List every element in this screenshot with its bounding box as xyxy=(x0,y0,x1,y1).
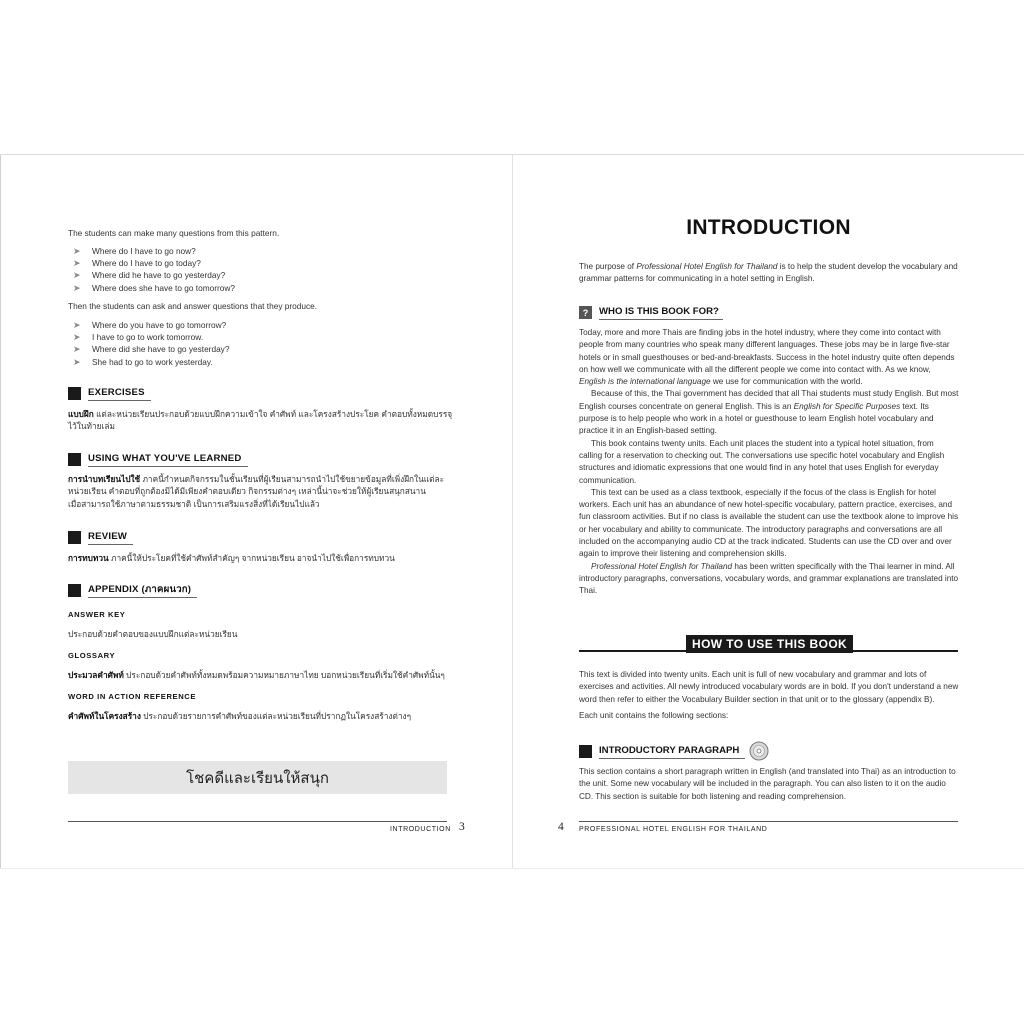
arrow-bullet-icon: ➤ xyxy=(73,320,81,330)
black-square-icon xyxy=(579,745,592,758)
who-paragraph-3: This book contains twenty units. Each unit places the student into a typical hotel situation, from calling for a reservation to checking out. The conversations use specific hotel vocabulary and English structures and idiomatic expressions that one would find in any hotel that uses English for everyday communication. xyxy=(579,438,945,485)
pattern-middle-text: Then the students can ask and answer questions that they produce. xyxy=(68,301,318,311)
page-title: INTRODUCTION xyxy=(686,216,851,239)
list-item: ➤ Where does she have to go tomorrow? xyxy=(73,282,235,293)
right-page xyxy=(513,155,1024,868)
arrow-bullet-icon: ➤ xyxy=(73,282,81,293)
who-paragraph-5: Professional Hotel English for Thailand has been written specifically with the Thai learner in mind. All introductory paragraphs, conversations, vocabulary words, and grammar explanations are translated into Thai. xyxy=(579,561,959,596)
arrow-bullet-icon: ➤ xyxy=(73,270,81,281)
appendix-heading: APPENDIX (ภาคผนวก) xyxy=(68,583,197,598)
word-in-action-text: คำศัพท์ในโครงสร้าง ประกอบด้วยรายการคำศัพท์ของแต่ละหน่วยเรียนที่ปรากฏในโครงสร้างต่างๆ xyxy=(68,711,412,721)
answer-key-text: ประกอบด้วยคำตอบของแบบฝึกแต่ละหน่วยเรียน xyxy=(68,629,238,639)
glossary-text: ประมวลคำศัพท์ ประกอบด้วยคำศัพท์ทั้งหมดพร้อมความหมายภาษาไทย บอกหน่วยเรียนที่เริ่มใช้คำศัพท์นั้นๆ xyxy=(68,670,445,680)
black-square-icon xyxy=(68,584,81,597)
list-item: ➤ Where did he have to go yesterday? xyxy=(73,270,226,281)
answer-key-heading: ANSWER KEY xyxy=(68,610,126,619)
using-text: การนำบทเรียนไปใช้ ภาคนี้กำหนดกิจกรรมในชั้นเรียนที่ผู้เรียนสามารถนำไปใช้ขยายข้อมูลที่เพิ่งฝึกในแต่ละ หน่วยเรียน คำตอบที่ถูกต้องมิได้มีเพียงคำตอบเดียว กิจกรรมต่างๆ เหล่านี้น่าจะช่วยให้ผู้เรียนสนุกสนาน เมื่อสามารถใช้ภาษาตามธรรมชาติ เป็นการเสริมแรงสิ่งที่ได้เรียนไปแล้ว xyxy=(68,474,445,509)
question-mark-icon: ? xyxy=(579,306,592,319)
who-paragraph-1: Today, more and more Thais are finding jobs in the hotel industry, where they come into contact with people from many countries who speak many different languages. These jobs may be in large five-star hotels or in small guesthouses or bed-and-breakfasts. Success in the hotel industry quite often depends on how well we communicate with all the different people we come into contact with. As we know, English is the international language we use for communication with the world. xyxy=(579,328,955,387)
list-item: ➤ Where do I have to go now? xyxy=(73,246,196,256)
arrow-bullet-icon: ➤ xyxy=(73,344,81,355)
list-item: ➤ Where did she have to go yesterday? xyxy=(73,344,230,355)
pattern-intro-text: The students can make many questions from this pattern. xyxy=(68,228,280,238)
audio-cd-icon xyxy=(749,741,769,761)
exercises-heading: EXERCISES xyxy=(68,386,151,401)
book-spread xyxy=(0,155,1024,868)
who-body xyxy=(579,327,959,598)
arrow-bullet-icon: ➤ xyxy=(73,332,81,343)
footer-label: PROFESSIONAL HOTEL ENGLISH FOR THAILAND xyxy=(579,826,768,833)
list-item: ➤ Where do I have to go today? xyxy=(73,258,201,269)
how-paragraph-1: This text is divided into twenty units. Each unit is full of new vocabulary and grammar and lots of exercises and activities. All newly introduced vocabulary words are in bold. If you don't understand a new word then refer to either the Vocabulary Builder section in that unit or to the glossary (appendix B). xyxy=(579,670,959,704)
black-square-icon xyxy=(68,453,81,466)
list-item: ➤ She had to go to work yesterday. xyxy=(73,356,213,367)
who-paragraph-4: This text can be used as a class textbook, especially if the focus of the class is English for hotel workers. Each unit has an abundance of new hotel-specific vocabulary, pattern practice, exercises, and fun classroom activities. But if no class is available the student can use the textbook alone to improve his or her vocabulary and ability to communicate. The introductory paragraphs and conversations are all included on the accompanying audio CD at the track indicated. Students can use the CD over and over again to improve their listening and comprehension skills. xyxy=(579,487,959,559)
arrow-bullet-icon: ➤ xyxy=(73,246,81,256)
review-text: การทบทวน ภาคนี้ให้ประโยคที่ใช้คำศัพท์สำคัญๆ จากหน่วยเรียน อาจนำไปใช้เพื่อการทบทวน xyxy=(68,553,395,563)
who-paragraph-2: Because of this, the Thai government has decided that all Thai students must study English. But most English courses concentrate on general English. This is an English for Specific Purposes text. Its purpose is to help people who work in a hotel or guesthouse to learn English hotel vocabulary and practice it in an English-based setting. xyxy=(579,389,959,436)
question-list-1 xyxy=(68,245,235,294)
page-number: 4 xyxy=(558,821,564,833)
footer-rule xyxy=(68,821,447,822)
black-square-icon xyxy=(68,531,81,544)
introductory-paragraph-text: This section contains a short paragraph written in English (and translated into Thai) as an introduction to the unit. Some new vocabulary will be included in the paragraph. You can also listen to it on the audio CD. This section is suitable for both listening and reading comprehension. xyxy=(579,767,956,801)
black-square-icon xyxy=(68,387,81,400)
arrow-bullet-icon: ➤ xyxy=(73,258,81,269)
question-list-2 xyxy=(68,319,229,368)
list-item: ➤ Where do you have to go tomorrow? xyxy=(73,320,227,330)
how-paragraph-2: Each unit contains the following sections: xyxy=(579,710,729,720)
how-to-use-heading: HOW TO USE THIS BOOK xyxy=(686,635,853,653)
footer-label: INTRODUCTION xyxy=(390,826,451,833)
page-number: 3 xyxy=(459,821,465,833)
who-heading: ? WHO IS THIS BOOK FOR? xyxy=(579,305,723,320)
exercises-text: แบบฝึก แต่ละหน่วยเรียนประกอบด้วยแบบฝึกความเข้าใจ คำศัพท์ และโครงสร้างประโยค คำตอบทั้งหมดบรรจุ ไว้ในท้ายเล่ม xyxy=(68,409,453,432)
list-item: ➤ I have to go to work tomorrow. xyxy=(73,332,204,343)
footer-rule xyxy=(579,821,958,822)
using-heading: USING WHAT YOU'VE LEARNED xyxy=(68,452,248,467)
bottom-background xyxy=(0,868,1024,1025)
left-page xyxy=(0,155,513,868)
glossary-heading: GLOSSARY xyxy=(68,651,116,660)
how-body xyxy=(579,669,959,722)
review-heading: REVIEW xyxy=(68,530,133,545)
word-in-action-heading: WORD IN ACTION REFERENCE xyxy=(68,692,197,701)
top-background xyxy=(0,0,1024,155)
purpose-paragraph: The purpose of Professional Hotel English for Thailand is to help the student develop the vocabulary and grammar patterns for communicating in a hotel setting in English. xyxy=(579,262,958,284)
introductory-paragraph-heading: INTRODUCTORY PARAGRAPH xyxy=(579,741,769,761)
good-luck-banner: โชคดีและเรียนให้สนุก xyxy=(68,761,447,794)
arrow-bullet-icon: ➤ xyxy=(73,356,81,367)
